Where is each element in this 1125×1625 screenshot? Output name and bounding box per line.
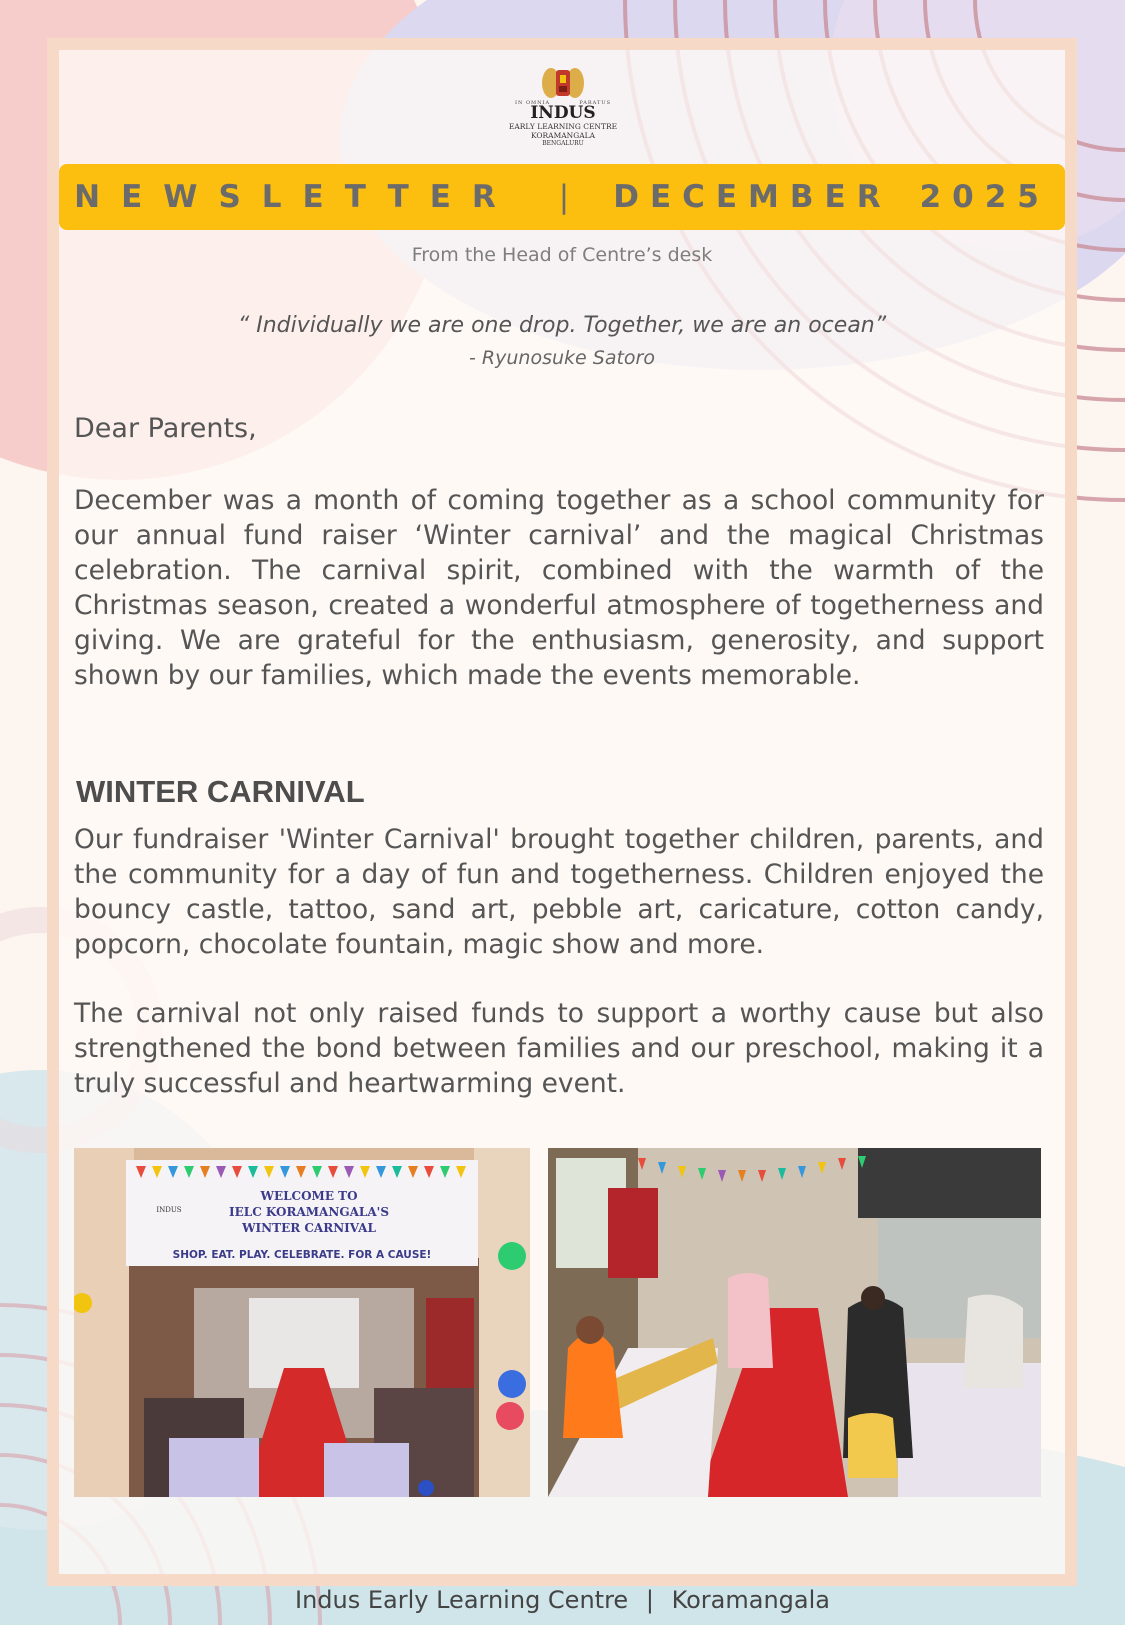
logo-line-3: BENGALURU <box>542 140 584 147</box>
greeting: Dear Parents, <box>74 413 257 444</box>
section-heading-winter-carnival: WINTER CARNIVAL <box>76 774 365 809</box>
banner-year: 2025 <box>919 179 1050 215</box>
photo-banner-line-2: IELC KORAMANGALA'S <box>229 1205 389 1219</box>
page-footer <box>0 1586 1125 1614</box>
logo-line-2: KORAMANGALA <box>530 131 596 140</box>
carnival-photo-entrance <box>74 1148 530 1497</box>
motto-right: PARATUS <box>579 100 611 106</box>
photo-banner-line-3: WINTER CARNIVAL <box>242 1221 376 1235</box>
quote-text: “ Individually we are one drop. Together, we are an ocean” <box>237 313 887 338</box>
banner-separator: | <box>558 179 570 215</box>
crest-icon <box>541 66 585 100</box>
photo-banner-logo: INDUS <box>156 1206 182 1214</box>
motto-left: IN OMNIA <box>515 100 551 106</box>
carnival-paragraph-1: Our fundraiser 'Winter Carnival' brought together children, parents, and the community for a day of fun and togetherness. Children enjoyed the bouncy castle, tattoo, sand art, pebble art, caricature, cotton candy, popcorn, chocolate fountain, magic show and more. <box>74 824 1044 960</box>
quote-author: - Ryunosuke Satoro <box>469 347 655 369</box>
footer-school: Indus Early Learning Centre <box>295 1586 629 1614</box>
intro-paragraph: December was a month of coming together as a school community for our annual fund raiser ‘Winter carnival’ and the magical Christmas celebration. The carnival spirit, combined with the warmth of the Christmas season, created a wonderful atmosphere of togetherness and giving. We are grateful for the enthusiasm, generosity, and support shown by our families, which made the events memorable. <box>74 485 1044 691</box>
carnival-paragraph-2: The carnival not only raised funds to support a worthy cause but also strengthened the bond between families and our preschool, making it a truly successful and heartwarming event. <box>74 998 1044 1099</box>
footer-location: Koramangala <box>671 1586 830 1614</box>
newsletter-banner <box>59 164 1065 230</box>
logo-line-1: EARLY LEARNING CENTRE <box>508 122 618 131</box>
carnival-photo-stalls <box>548 1148 1041 1497</box>
banner-month: DECEMBER <box>613 179 892 215</box>
photo-banner-line-4: SHOP. EAT. PLAY. CELEBRATE. FOR A CAUSE! <box>172 1249 432 1261</box>
school-logo <box>488 66 638 148</box>
footer-separator: | <box>645 1586 654 1614</box>
desk-subtitle: From the Head of Centre’s desk <box>411 244 713 266</box>
logo-brand: INDUS <box>530 103 596 123</box>
banner-title: NEWSLETTER <box>74 179 517 215</box>
photo-banner-line-1: WELCOME TO <box>260 1189 358 1203</box>
